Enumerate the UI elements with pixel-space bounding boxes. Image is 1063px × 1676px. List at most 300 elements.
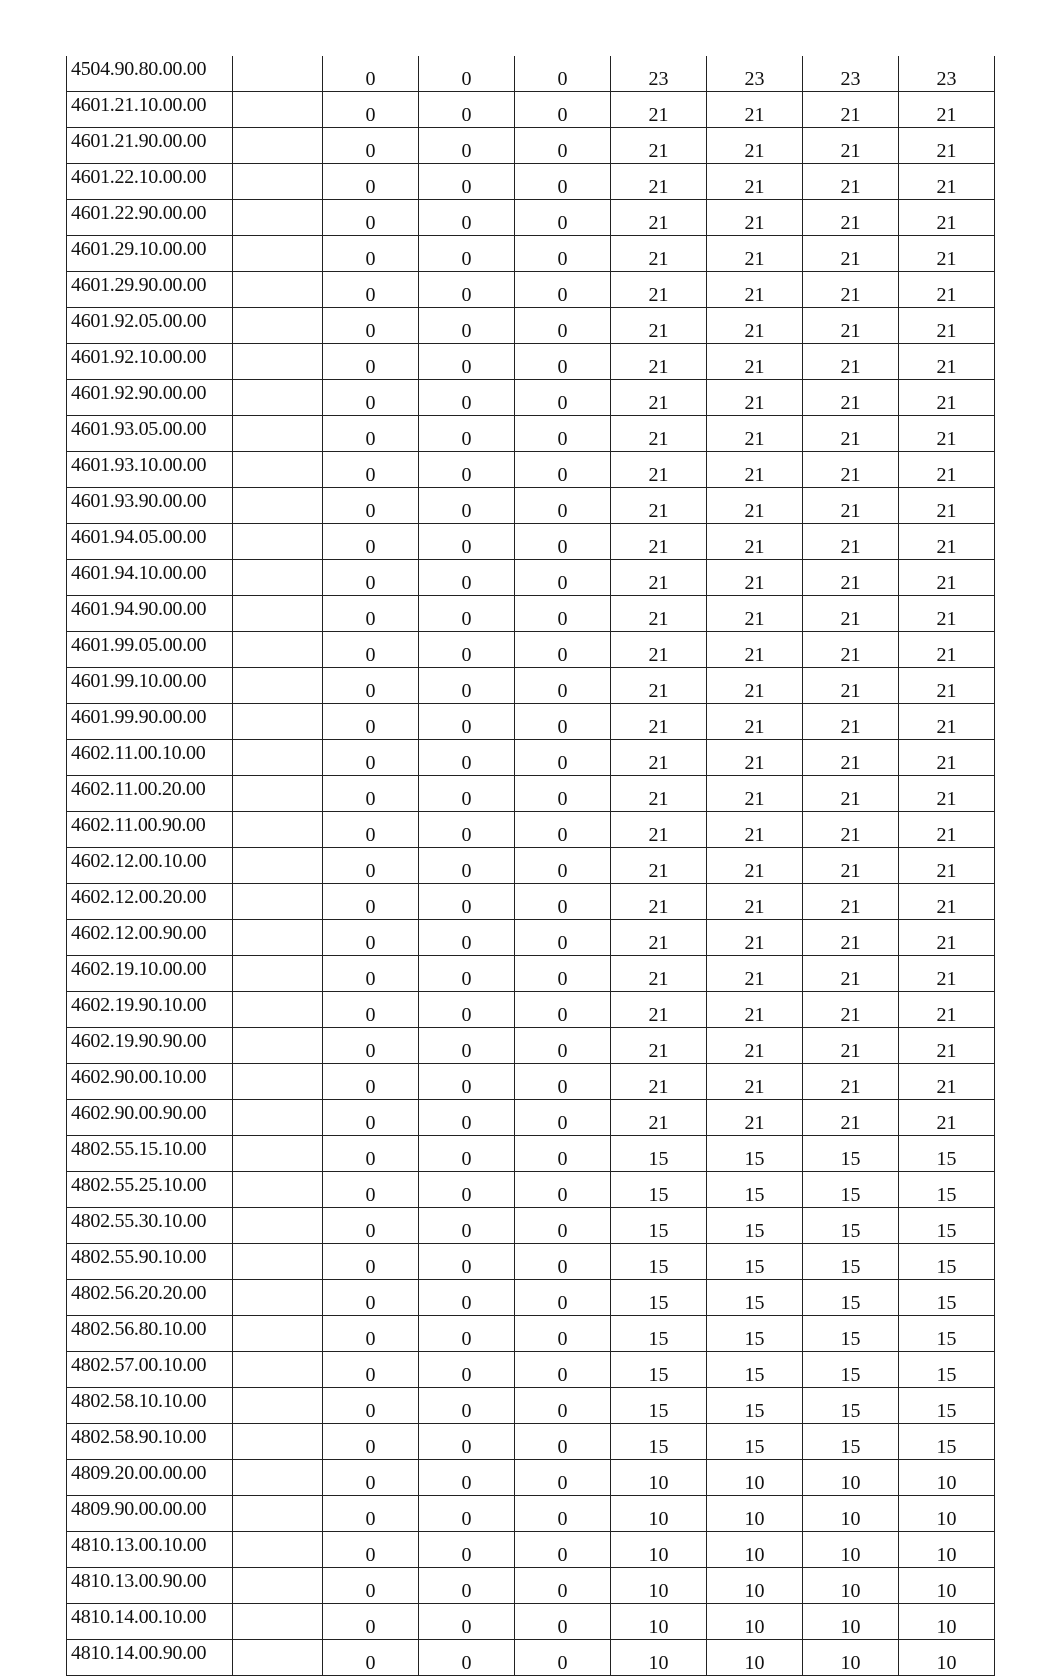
rate-cell: 21 [899, 164, 995, 200]
rate-cell: 21 [707, 920, 803, 956]
rate-cell: 21 [707, 128, 803, 164]
description-cell [233, 884, 323, 920]
rate-cell: 0 [419, 596, 515, 632]
rate-cell: 15 [611, 1388, 707, 1424]
rate-cell: 0 [323, 812, 419, 848]
rate-cell: 21 [803, 128, 899, 164]
tariff-code-cell: 4601.93.10.00.00 [67, 452, 233, 488]
rate-cell: 21 [803, 1100, 899, 1136]
rate-cell: 0 [515, 1496, 611, 1532]
rate-cell: 21 [611, 848, 707, 884]
rate-cell: 0 [419, 1316, 515, 1352]
tariff-code-cell: 4601.94.90.00.00 [67, 596, 233, 632]
rate-cell: 21 [611, 272, 707, 308]
description-cell [233, 632, 323, 668]
rate-cell: 0 [515, 560, 611, 596]
tariff-code-cell: 4602.11.00.10.00 [67, 740, 233, 776]
rate-cell: 21 [803, 272, 899, 308]
rate-cell: 0 [419, 632, 515, 668]
rate-cell: 21 [899, 380, 995, 416]
table-row [67, 1532, 995, 1568]
rate-cell: 21 [803, 200, 899, 236]
tariff-code-cell: 4602.11.00.90.00 [67, 812, 233, 848]
rate-cell: 21 [707, 524, 803, 560]
tariff-code-cell: 4601.94.10.00.00 [67, 560, 233, 596]
tariff-code-cell: 4802.55.90.10.00 [67, 1244, 233, 1280]
rate-cell: 10 [611, 1532, 707, 1568]
table-row [67, 920, 995, 956]
rate-cell: 10 [899, 1460, 995, 1496]
rate-cell: 10 [803, 1496, 899, 1532]
rate-cell: 21 [899, 488, 995, 524]
rate-cell: 0 [515, 920, 611, 956]
rate-cell: 0 [515, 1208, 611, 1244]
rate-cell: 0 [419, 560, 515, 596]
rate-cell: 10 [803, 1568, 899, 1604]
rate-cell: 0 [419, 740, 515, 776]
rate-cell: 0 [515, 308, 611, 344]
tariff-code-cell: 4504.90.80.00.00 [67, 56, 233, 92]
rate-cell: 0 [323, 776, 419, 812]
rate-cell: 0 [419, 992, 515, 1028]
description-cell [233, 56, 323, 92]
rate-cell: 0 [515, 668, 611, 704]
rate-cell: 21 [899, 848, 995, 884]
description-cell [233, 812, 323, 848]
rate-cell: 21 [707, 1064, 803, 1100]
rate-cell: 0 [323, 1208, 419, 1244]
table-row [67, 380, 995, 416]
rate-cell: 21 [707, 200, 803, 236]
rate-cell: 15 [707, 1244, 803, 1280]
tariff-code-cell: 4810.13.00.10.00 [67, 1532, 233, 1568]
table-row [67, 1100, 995, 1136]
rate-cell: 0 [323, 1640, 419, 1676]
rate-cell: 15 [611, 1280, 707, 1316]
rate-cell: 10 [611, 1460, 707, 1496]
rate-cell: 0 [323, 1496, 419, 1532]
rate-cell: 10 [707, 1460, 803, 1496]
rate-cell: 0 [419, 1640, 515, 1676]
description-cell [233, 1352, 323, 1388]
rate-cell: 0 [323, 1460, 419, 1496]
rate-cell: 0 [515, 452, 611, 488]
description-cell [233, 776, 323, 812]
rate-cell: 21 [611, 992, 707, 1028]
rate-cell: 15 [611, 1208, 707, 1244]
description-cell [233, 1424, 323, 1460]
rate-cell: 0 [419, 956, 515, 992]
rate-cell: 21 [899, 236, 995, 272]
rate-cell: 0 [323, 956, 419, 992]
rate-cell: 0 [515, 56, 611, 92]
description-cell [233, 308, 323, 344]
rate-cell: 15 [707, 1352, 803, 1388]
rate-cell: 0 [515, 1064, 611, 1100]
rate-cell: 15 [899, 1136, 995, 1172]
rate-cell: 23 [611, 56, 707, 92]
rate-cell: 21 [707, 704, 803, 740]
tariff-code-cell: 4809.90.00.00.00 [67, 1496, 233, 1532]
rate-cell: 21 [899, 1028, 995, 1064]
table-row [67, 452, 995, 488]
rate-cell: 15 [899, 1352, 995, 1388]
rate-cell: 0 [515, 200, 611, 236]
table-row [67, 848, 995, 884]
rate-cell: 0 [419, 1280, 515, 1316]
description-cell [233, 200, 323, 236]
description-cell [233, 1316, 323, 1352]
rate-cell: 0 [419, 344, 515, 380]
rate-cell: 0 [323, 1064, 419, 1100]
rate-cell: 21 [611, 488, 707, 524]
rate-cell: 21 [899, 596, 995, 632]
rate-cell: 0 [515, 164, 611, 200]
rate-cell: 0 [323, 200, 419, 236]
rate-cell: 0 [419, 488, 515, 524]
rate-cell: 21 [803, 164, 899, 200]
table-row [67, 344, 995, 380]
rate-cell: 0 [323, 632, 419, 668]
table-row [67, 776, 995, 812]
rate-cell: 15 [707, 1316, 803, 1352]
rate-cell: 15 [707, 1172, 803, 1208]
rate-cell: 0 [323, 1352, 419, 1388]
table-row [67, 1604, 995, 1640]
rate-cell: 21 [899, 992, 995, 1028]
rate-cell: 10 [899, 1568, 995, 1604]
table-row [67, 1136, 995, 1172]
rate-cell: 10 [899, 1496, 995, 1532]
table-row [67, 1244, 995, 1280]
rate-cell: 10 [899, 1604, 995, 1640]
rate-cell: 0 [419, 92, 515, 128]
rate-cell: 21 [899, 308, 995, 344]
tariff-code-cell: 4601.94.05.00.00 [67, 524, 233, 560]
rate-cell: 10 [707, 1532, 803, 1568]
rate-cell: 15 [803, 1208, 899, 1244]
rate-cell: 21 [803, 992, 899, 1028]
rate-cell: 0 [419, 452, 515, 488]
tariff-code-cell: 4601.29.90.00.00 [67, 272, 233, 308]
description-cell [233, 992, 323, 1028]
table-row [67, 164, 995, 200]
rate-cell: 0 [419, 164, 515, 200]
rate-cell: 21 [803, 740, 899, 776]
rate-cell: 21 [803, 416, 899, 452]
description-cell [233, 524, 323, 560]
rate-cell: 0 [323, 992, 419, 1028]
rate-cell: 21 [899, 776, 995, 812]
rate-cell: 0 [323, 1388, 419, 1424]
rate-cell: 0 [323, 920, 419, 956]
rate-cell: 10 [611, 1640, 707, 1676]
table-row [67, 416, 995, 452]
rate-cell: 0 [515, 884, 611, 920]
rate-cell: 21 [899, 668, 995, 704]
rate-cell: 21 [707, 668, 803, 704]
rate-cell: 21 [611, 416, 707, 452]
table-row [67, 956, 995, 992]
rate-cell: 10 [899, 1640, 995, 1676]
tariff-code-cell: 4810.13.00.90.00 [67, 1568, 233, 1604]
table-row [67, 488, 995, 524]
rate-cell: 0 [323, 560, 419, 596]
rate-cell: 0 [419, 200, 515, 236]
rate-cell: 21 [707, 776, 803, 812]
description-cell [233, 236, 323, 272]
table-row [67, 272, 995, 308]
rate-cell: 0 [515, 488, 611, 524]
description-cell [233, 1100, 323, 1136]
tariff-code-cell: 4802.55.15.10.00 [67, 1136, 233, 1172]
description-cell [233, 164, 323, 200]
rate-cell: 21 [803, 308, 899, 344]
rate-cell: 23 [707, 56, 803, 92]
rate-cell: 0 [419, 776, 515, 812]
tariff-code-cell: 4602.19.10.00.00 [67, 956, 233, 992]
tariff-code-cell: 4601.21.90.00.00 [67, 128, 233, 164]
table-row [67, 1388, 995, 1424]
rate-cell: 21 [899, 452, 995, 488]
rate-cell: 0 [419, 1172, 515, 1208]
rate-cell: 15 [803, 1388, 899, 1424]
rate-cell: 21 [803, 668, 899, 704]
rate-cell: 21 [611, 920, 707, 956]
rate-cell: 21 [803, 704, 899, 740]
rate-cell: 0 [515, 1568, 611, 1604]
rate-cell: 21 [707, 1100, 803, 1136]
tariff-code-cell: 4601.93.05.00.00 [67, 416, 233, 452]
rate-cell: 0 [515, 1100, 611, 1136]
rate-cell: 21 [707, 488, 803, 524]
tariff-code-cell: 4602.11.00.20.00 [67, 776, 233, 812]
table-row [67, 308, 995, 344]
rate-cell: 0 [323, 1568, 419, 1604]
rate-cell: 21 [707, 380, 803, 416]
rate-cell: 21 [707, 452, 803, 488]
rate-cell: 15 [611, 1352, 707, 1388]
rate-cell: 0 [323, 884, 419, 920]
table-row [67, 1208, 995, 1244]
table-row [67, 128, 995, 164]
table-row [67, 992, 995, 1028]
rate-cell: 0 [323, 848, 419, 884]
table-row [67, 812, 995, 848]
rate-cell: 15 [899, 1280, 995, 1316]
rate-cell: 0 [323, 596, 419, 632]
rate-cell: 0 [515, 236, 611, 272]
rate-cell: 21 [611, 812, 707, 848]
rate-cell: 0 [419, 1352, 515, 1388]
rate-cell: 21 [899, 1100, 995, 1136]
rate-cell: 0 [323, 380, 419, 416]
rate-cell: 21 [611, 452, 707, 488]
rate-cell: 21 [611, 524, 707, 560]
rate-cell: 21 [899, 344, 995, 380]
rate-cell: 0 [515, 1136, 611, 1172]
tariff-code-cell: 4601.92.10.00.00 [67, 344, 233, 380]
description-cell [233, 668, 323, 704]
rate-cell: 21 [707, 596, 803, 632]
rate-cell: 21 [899, 524, 995, 560]
rate-cell: 0 [515, 92, 611, 128]
table-row [67, 668, 995, 704]
rate-cell: 21 [899, 704, 995, 740]
rate-cell: 21 [707, 344, 803, 380]
rate-cell: 21 [899, 128, 995, 164]
description-cell [233, 488, 323, 524]
description-cell [233, 1280, 323, 1316]
rate-cell: 0 [419, 1424, 515, 1460]
rate-cell: 15 [707, 1388, 803, 1424]
table-row [67, 236, 995, 272]
rate-cell: 21 [707, 560, 803, 596]
rate-cell: 0 [419, 1388, 515, 1424]
rate-cell: 0 [323, 704, 419, 740]
rate-cell: 0 [323, 344, 419, 380]
rate-cell: 23 [899, 56, 995, 92]
tariff-code-cell: 4601.99.90.00.00 [67, 704, 233, 740]
rate-cell: 15 [707, 1136, 803, 1172]
description-cell [233, 1136, 323, 1172]
rate-cell: 21 [611, 740, 707, 776]
rate-cell: 15 [803, 1172, 899, 1208]
table-row [67, 740, 995, 776]
rate-cell: 21 [899, 884, 995, 920]
rate-cell: 0 [515, 524, 611, 560]
rate-cell: 21 [803, 812, 899, 848]
rate-cell: 21 [611, 776, 707, 812]
rate-cell: 0 [323, 524, 419, 560]
description-cell [233, 1172, 323, 1208]
table-row [67, 560, 995, 596]
table-row [67, 1172, 995, 1208]
rate-cell: 0 [515, 1532, 611, 1568]
tariff-code-cell: 4802.57.00.10.00 [67, 1352, 233, 1388]
rate-cell: 21 [707, 164, 803, 200]
table-row [67, 632, 995, 668]
rate-cell: 21 [899, 920, 995, 956]
rate-cell: 21 [899, 1064, 995, 1100]
description-cell [233, 1532, 323, 1568]
tariff-code-cell: 4602.90.00.10.00 [67, 1064, 233, 1100]
rate-cell: 0 [419, 848, 515, 884]
description-cell [233, 920, 323, 956]
rate-cell: 0 [515, 1028, 611, 1064]
table-row [67, 200, 995, 236]
table-row [67, 1640, 995, 1676]
rate-cell: 21 [611, 560, 707, 596]
rate-cell: 0 [515, 776, 611, 812]
rate-cell: 21 [611, 92, 707, 128]
rate-cell: 0 [515, 128, 611, 164]
tariff-code-cell: 4802.58.90.10.00 [67, 1424, 233, 1460]
rate-cell: 0 [515, 992, 611, 1028]
rate-cell: 21 [899, 272, 995, 308]
rate-cell: 21 [707, 1028, 803, 1064]
rate-cell: 21 [803, 1064, 899, 1100]
rate-cell: 0 [323, 1280, 419, 1316]
rate-cell: 0 [515, 1172, 611, 1208]
rate-cell: 21 [803, 884, 899, 920]
rate-cell: 0 [419, 1208, 515, 1244]
table-row [67, 1568, 995, 1604]
rate-cell: 21 [707, 272, 803, 308]
tariff-code-cell: 4802.55.30.10.00 [67, 1208, 233, 1244]
rate-cell: 21 [707, 632, 803, 668]
rate-cell: 15 [899, 1172, 995, 1208]
rate-cell: 15 [611, 1172, 707, 1208]
rate-cell: 0 [419, 524, 515, 560]
rate-cell: 21 [707, 956, 803, 992]
table-row [67, 524, 995, 560]
description-cell [233, 956, 323, 992]
rate-cell: 0 [419, 704, 515, 740]
rate-cell: 21 [611, 380, 707, 416]
description-cell [233, 1064, 323, 1100]
table-row [67, 1424, 995, 1460]
rate-cell: 21 [611, 236, 707, 272]
rate-cell: 0 [323, 308, 419, 344]
rate-cell: 0 [323, 1424, 419, 1460]
tariff-code-cell: 4601.93.90.00.00 [67, 488, 233, 524]
rate-cell: 0 [323, 452, 419, 488]
tariff-code-cell: 4601.92.05.00.00 [67, 308, 233, 344]
tariff-code-cell: 4601.92.90.00.00 [67, 380, 233, 416]
description-cell [233, 740, 323, 776]
rate-cell: 0 [419, 1568, 515, 1604]
tariff-code-cell: 4601.99.10.00.00 [67, 668, 233, 704]
rate-cell: 21 [899, 956, 995, 992]
rate-cell: 0 [515, 1316, 611, 1352]
rate-cell: 15 [707, 1208, 803, 1244]
tariff-code-cell: 4810.14.00.10.00 [67, 1604, 233, 1640]
rate-cell: 10 [803, 1460, 899, 1496]
table-row [67, 1316, 995, 1352]
rate-cell: 21 [707, 416, 803, 452]
tariff-code-cell: 4602.12.00.10.00 [67, 848, 233, 884]
rate-cell: 21 [611, 596, 707, 632]
table-row [67, 1496, 995, 1532]
rate-cell: 0 [419, 668, 515, 704]
rate-cell: 0 [515, 416, 611, 452]
table-row [67, 1460, 995, 1496]
rate-cell: 21 [803, 344, 899, 380]
rate-cell: 15 [611, 1136, 707, 1172]
rate-cell: 0 [323, 668, 419, 704]
rate-cell: 0 [323, 164, 419, 200]
rate-cell: 10 [707, 1568, 803, 1604]
rate-cell: 10 [707, 1604, 803, 1640]
rate-cell: 15 [707, 1424, 803, 1460]
table-row [67, 596, 995, 632]
rate-cell: 0 [419, 1460, 515, 1496]
rate-cell: 21 [707, 992, 803, 1028]
rate-cell: 0 [515, 956, 611, 992]
tariff-code-cell: 4802.55.25.10.00 [67, 1172, 233, 1208]
rate-cell: 0 [419, 884, 515, 920]
rate-cell: 15 [803, 1424, 899, 1460]
rate-cell: 15 [899, 1208, 995, 1244]
tariff-code-cell: 4601.22.10.00.00 [67, 164, 233, 200]
rate-cell: 21 [803, 452, 899, 488]
rate-cell: 21 [611, 668, 707, 704]
tariff-code-cell: 4601.99.05.00.00 [67, 632, 233, 668]
rate-cell: 0 [323, 236, 419, 272]
description-cell [233, 1496, 323, 1532]
rate-cell: 0 [515, 632, 611, 668]
